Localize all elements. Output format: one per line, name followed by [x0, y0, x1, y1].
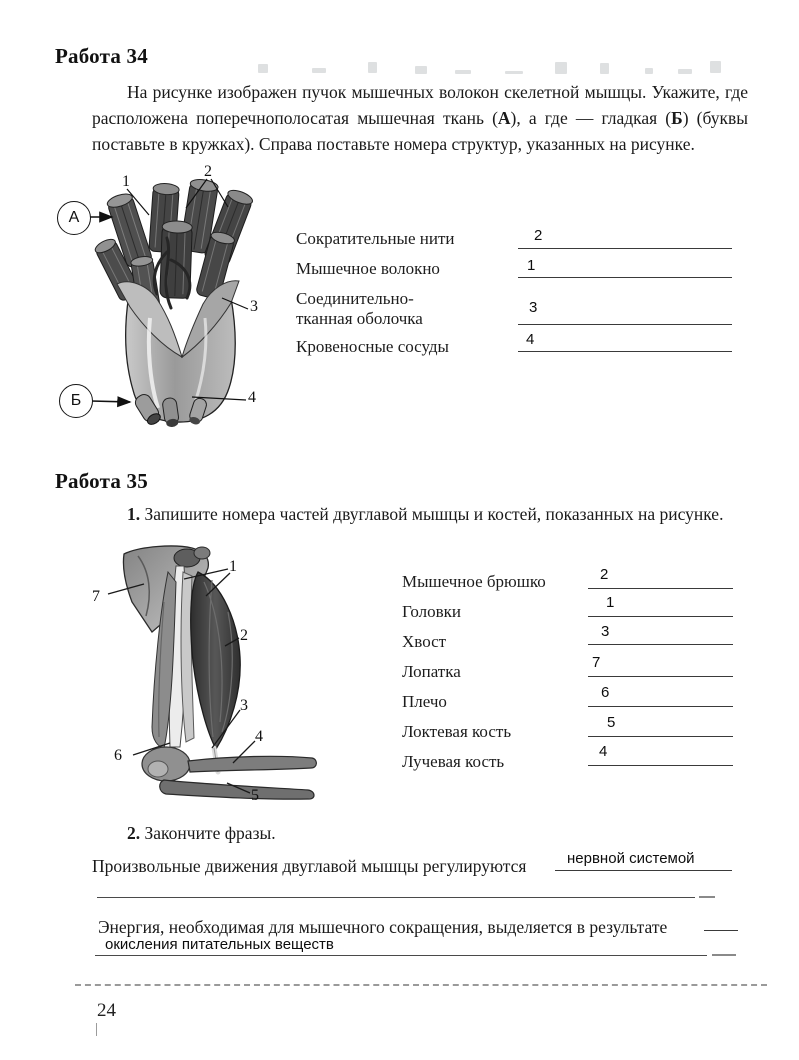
figure1-marker-1: 1: [122, 173, 130, 190]
figure1-marker-2: 2: [204, 163, 212, 180]
work35-answer-line: [588, 736, 733, 737]
muscle-bundle-figure: [55, 168, 295, 428]
figure2-marker-2: 2: [240, 627, 248, 644]
work34-item-label: Кровеносные сосуды: [296, 337, 449, 356]
work35-title: Работа 35: [55, 469, 148, 493]
work34-answer-line: [518, 277, 732, 278]
figure2-marker-3: 3: [240, 697, 248, 714]
work35-item-label: Хвост: [402, 632, 447, 651]
figure2-marker-4: 4: [255, 728, 263, 745]
work35-item-label: Плечо: [402, 692, 447, 711]
work35-item-label: Лучевая кость: [402, 752, 505, 771]
work35-answer: 6: [601, 684, 610, 701]
work35-answer-line: [588, 706, 733, 707]
work35-item-label: Мышечное брюшко: [402, 572, 546, 591]
work35-answer-line: [588, 765, 733, 766]
biceps-arm-figure: [80, 542, 325, 817]
work35-answer-line: [588, 644, 733, 645]
work34-item-label: Мышечное волокно: [296, 259, 440, 278]
line-fragment: [712, 954, 736, 956]
work34-item-label: Сократительные нити: [296, 229, 455, 248]
figure1-marker-3: 3: [250, 298, 258, 315]
work35-answer: 4: [599, 743, 608, 760]
phrase1-answer-line: [555, 870, 732, 871]
work34-title: Работа 34: [55, 44, 148, 68]
phrase1-answer: нервной системой: [567, 850, 695, 867]
work35-answer: 3: [601, 623, 610, 640]
phrase2-answer-line: [95, 955, 707, 956]
work35-answer: 2: [600, 566, 609, 583]
work34-item-label: тканная оболочка: [296, 309, 423, 328]
work34-answer-line: [518, 324, 732, 325]
figure2-marker-5: 5: [251, 787, 259, 804]
work35-answer: 1: [606, 594, 615, 611]
work34-instruction: На рисунке изображен пучок мышечных волокон скелетной мышцы. Укажите, где расположена поперечнополосатая мышечная ткань (А), а где — гладкая (Б) (буквы поставьте в кружках). Справа поставьте номера структур, указанных на рисунке.: [92, 82, 748, 154]
phrase1-text: Произвольные движения двуглавой мышцы регулируются: [92, 856, 527, 876]
phrase2-trailing-line: [704, 930, 738, 931]
figure1-circle-b: Б: [59, 384, 93, 418]
work34-answer: 4: [526, 331, 535, 348]
scan-tick: [96, 1023, 97, 1036]
figure2-marker-7: 7: [92, 588, 100, 605]
work35-answer-line: [588, 588, 733, 589]
work34-answer: 1: [527, 257, 536, 274]
phrase1-continuation-line: [97, 897, 695, 898]
faint-dashed-rule: [75, 984, 767, 986]
work34-answer-line: [518, 248, 732, 249]
work35-answer: 5: [607, 714, 616, 731]
figure1-circle-a: А: [57, 201, 91, 235]
work35-task1: 1. Запишите номера частей двуглавой мышцы и костей, показанных на рисунке.: [127, 504, 724, 524]
figure2-marker-6: 6: [114, 747, 122, 764]
work35-item-label: Головки: [402, 602, 461, 621]
line-fragment: [699, 896, 715, 898]
work34-answer-line: [518, 351, 732, 352]
work35-task2: 2. Закончите фразы.: [127, 823, 276, 843]
phrase2-text: Энергия, необходимая для мышечного сокращения, выделяется в результате: [98, 917, 668, 937]
work34-item-label: Соединительно-: [296, 289, 414, 308]
phrase2-answer: окисления питательных веществ: [105, 936, 334, 953]
page-number: 24: [97, 1000, 116, 1021]
figure1-marker-4: 4: [248, 389, 256, 406]
work34-answer: 2: [534, 227, 543, 244]
work34-answer: 3: [529, 299, 538, 316]
figure2-marker-1: 1: [229, 558, 237, 575]
work35-item-label: Лопатка: [402, 662, 461, 681]
work35-answer-line: [588, 676, 733, 677]
scan-artifacts: [250, 52, 720, 80]
work35-answer-line: [588, 616, 733, 617]
work35-item-label: Локтевая кость: [402, 722, 512, 741]
work35-answer: 7: [592, 654, 601, 671]
